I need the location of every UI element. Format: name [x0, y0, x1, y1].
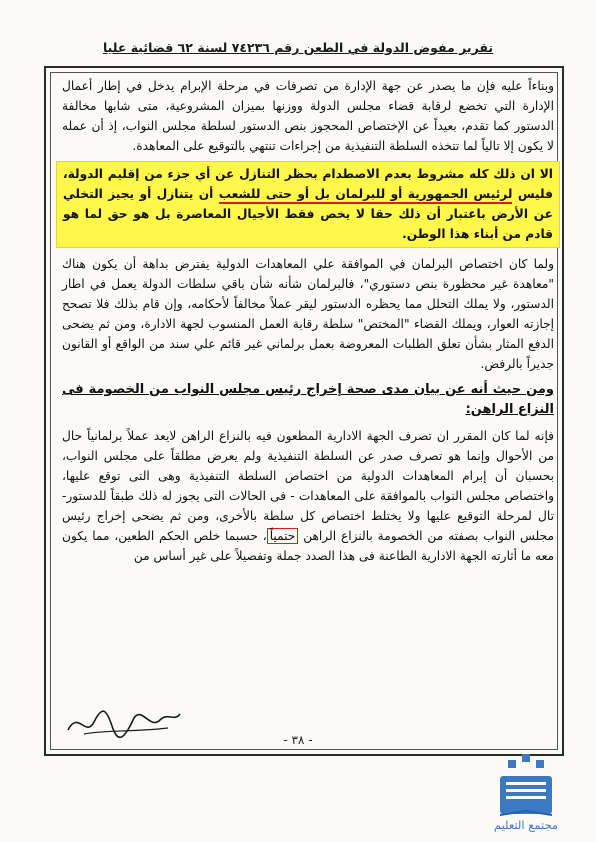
document-body	[62, 76, 554, 571]
paragraph-3-start: فإنه لما كان المقرر ان تصرف الجهة الادارية المطعون فيه بالنزاع الراهن لايعد عملاً برلمانياً حال من الأحوال وإنما هو تصرف صدر عن السلطة التنفيذية ولم يعرض مطلقاً على مجلس النواب، بحسبان أن إبرام المعاهدات الدولية من اختصاص السلطة التنفيذية وهى التى توقع عليها، واختصاص مجلس النواب بالموافقة على المعاهدات - فى الحالات التى يجوز له ذلك طبقاً للدستور- تال لمرحلة التوقيع عليها ولا يختلط اختصاص كل سلطة بالأخرى، ومن ثم يضحى إخراج رئيس مجلس النواب بصفته من الخصومة بالنزاع الراهن	[62, 429, 554, 543]
section-title: ومن حيث أنه عن بيان مدى صحة إخراج رئيس مجلس النواب من الخصومة فى النزاع الراهن:	[62, 382, 554, 417]
report-header: تقرير مفوض الدولة في الطعن رقم ٧٤٢٣٦ لسنة ٦٢ قضائية عليا	[102, 40, 494, 55]
logo-text: مجتمع التعليم	[493, 818, 559, 832]
signature-image	[64, 700, 184, 744]
page-number: - ٣٨ -	[283, 733, 313, 747]
underlined-phrase: لرئيس الجمهورية أو للبرلمان بل أو حتى للشعب	[219, 187, 513, 204]
highlight-text-end: أن يتنازل أو يجيز التخلي عن الأرض باعتبار أن ذلك حقا لا يخص فقط الأجيال المعاصرة بل هو حق لما هو قادم من أبناء هذا الوطن.	[63, 187, 553, 241]
paragraph-3	[62, 426, 554, 566]
highlight-text-start: الا ان ذلك كله مشروط بعدم الاصطدام بحظر التنازل عن أي جزء من إقليم الدولة، فليس	[63, 167, 553, 201]
paragraph-3-end: ، حسبما خلص الحكم الطعين، مما يكون معه ما أثارته الجهة الادارية الطاعنة فى هذا الصدد جملة وتفصيلاً على غير أساس من	[62, 529, 554, 563]
paragraph-1: وبناءاً عليه فإن ما يصدر عن جهة الإدارة من تصرفات في مرحلة الإبرام يدخل في إطار أعمال الإدارة التي تخضع لرقابة قضاء مجلس الدولة ووزنها بميزان المشروعية، متى شابها مخالفة الدستور كما تقدم، بعيداً عن الإختصاص المحجوز بنص الدستور لسلطة مجلس النواب، إذ أن عمله لا يكون إلا تالياً لما تتخذه السلطة التنفيذية من إجراءات تنتهي بالتوقيع على المعاهدة.	[62, 79, 554, 153]
boxed-word: حتمياً	[267, 528, 299, 544]
highlighted-paragraph	[56, 161, 560, 248]
paragraph-2: ولما كان اختصاص البرلمان في الموافقة علي المعاهدات الدولية يفترض بداهة أن يكون هناك "معاهدة غير محظورة بنص دستوري"، فالبرلمان شأنه شأن باقي سلطات الدولة يعمل في اطار الدستور، ولا يملك التحلل مما يحظره الدستور ليقر عملاً مخالفاً لأحكامه، وإن قام بذلك فلا تصحح إجازته العوار، ويملك القضاء "المختص" سلطة رقابة العمل المنسوب لجهة الادارة، ومن ثم يضحى الدفع المثار بشأن تعلق الطلبات المعروضة بعمل برلماني غير قائم علي سند من الواقع أو القانون جديراً بالرفض.	[62, 257, 554, 371]
